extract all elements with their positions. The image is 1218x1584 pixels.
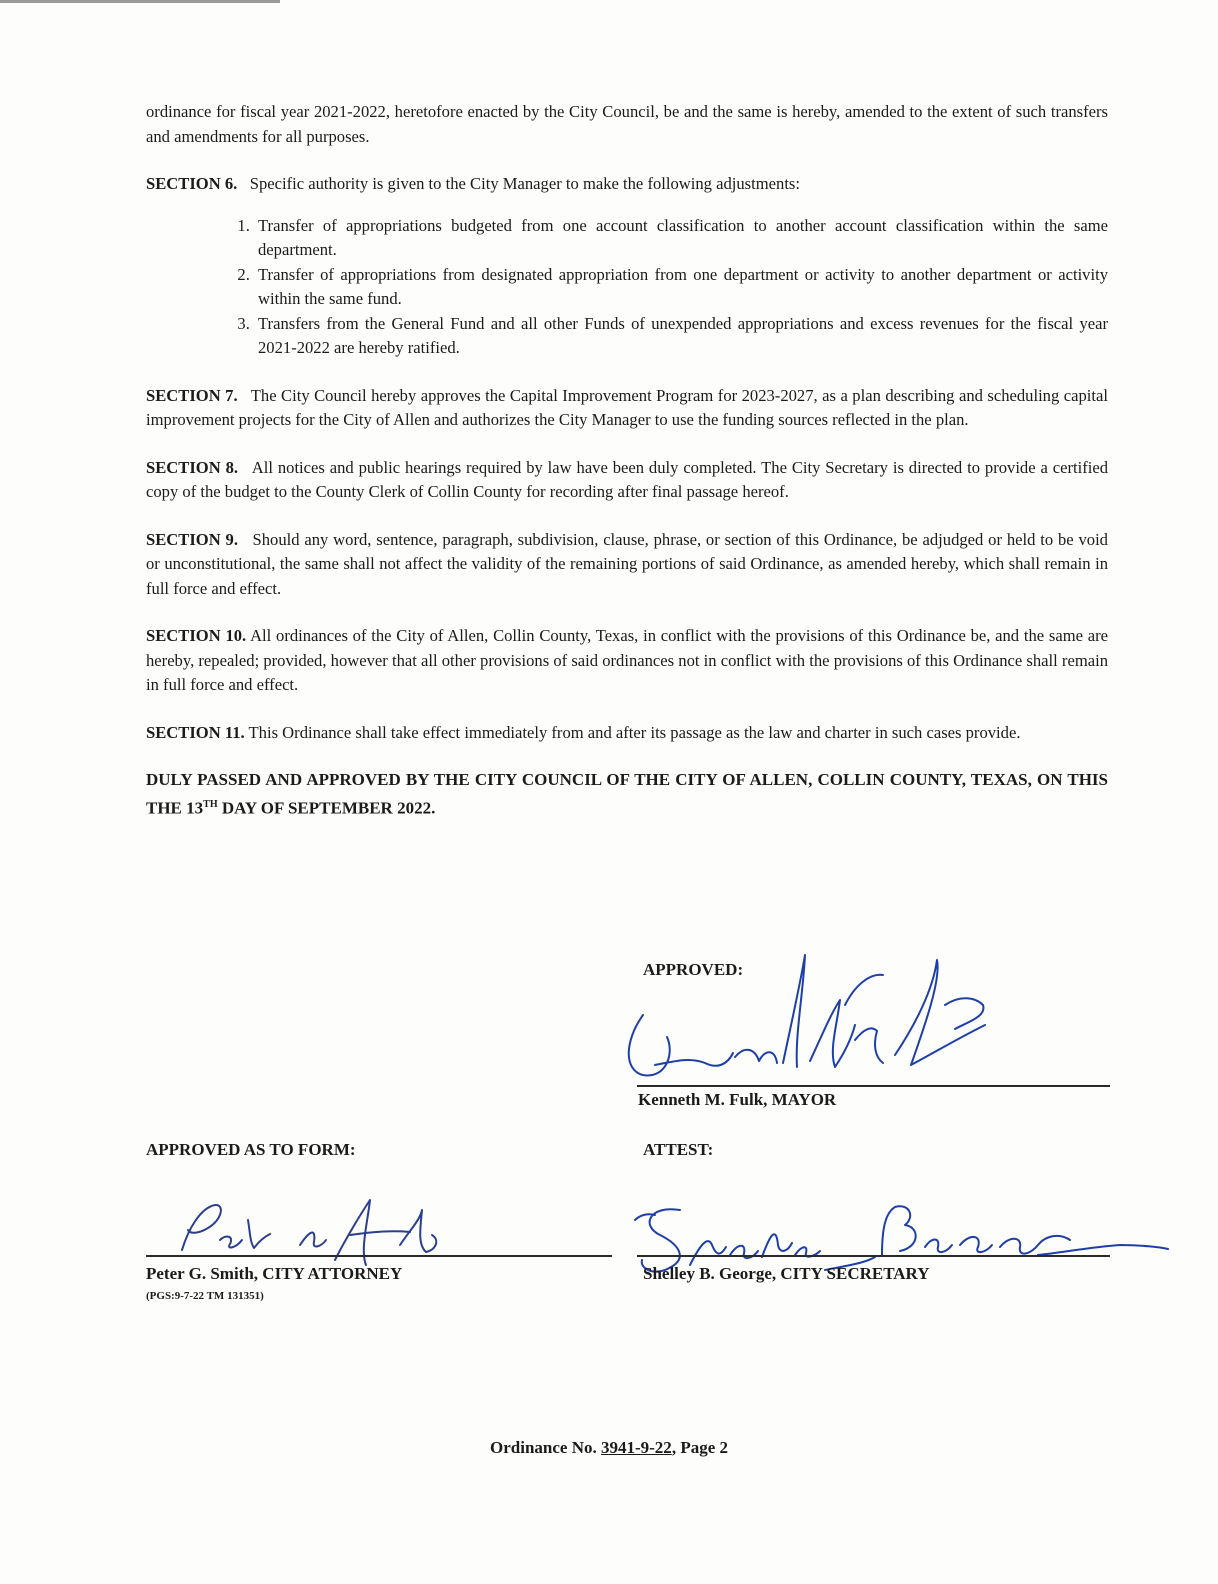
section-10-label: SECTION 10. <box>146 626 247 645</box>
section-9 <box>146 528 1108 602</box>
scan-edge-rule <box>0 0 280 3</box>
section-11-label: SECTION 11. <box>146 722 245 742</box>
secretary-signature-line <box>637 1255 1110 1257</box>
approved-as-to-form-label: APPROVED AS TO FORM: <box>146 1140 356 1159</box>
section-7-text: The City Council hereby approves the Capital Improvement Program for 2023-2027, as a plan describing and scheduling capital improvement projects for the City of Allen and authorizes the City Manager to use the funding sources reflected in the plan. <box>146 385 1108 429</box>
passage-text: DULY PASSED AND APPROVED BY THE CITY COUNCIL OF THE CITY OF ALLEN, COLLIN COUNTY, TEXAS, ON THIS THE 13 <box>146 770 1108 818</box>
mayor-name: Kenneth M. Fulk, MAYOR <box>638 1090 837 1109</box>
intro-paragraph: ordinance for fiscal year 2021-2022, heretofore enacted by the City Council, be and the same is hereby, amended to the extent of such transfers and amendments for all purposes. <box>146 102 1108 146</box>
passage-ordinal: TH <box>203 798 218 810</box>
mayor-signature <box>615 945 995 1105</box>
list-item: 1. Transfer of appropriations budgeted from one account classification to another account classification within the same department. <box>254 214 1108 263</box>
footer-page: , Page 2 <box>671 1438 728 1457</box>
attest-label: ATTEST: <box>643 1140 714 1159</box>
section-8 <box>146 456 1108 505</box>
section-10 <box>146 624 1108 698</box>
list-item: 3. Transfers from the General Fund and all other Funds of unexpended appropriations and excess revenues for the fiscal year 2021-2022 are hereby ratified. <box>254 312 1108 361</box>
mayor-signature-line <box>637 1085 1110 1087</box>
section-7 <box>146 384 1108 433</box>
page-footer <box>0 1438 1218 1458</box>
secretary-name: Shelley B. George, CITY SECRETARY <box>643 1264 930 1283</box>
attorney-signature-line <box>146 1255 612 1257</box>
footer-prefix: Ordinance No. <box>490 1438 601 1457</box>
ordinance-body <box>146 100 1108 821</box>
section-11-text: This Ordinance shall take effect immediately from and after its passage as the law and charter in such cases provide. <box>248 722 1021 742</box>
attorney-name: Peter G. Smith, CITY ATTORNEY <box>146 1264 403 1283</box>
list-item: 2. Transfer of appropriations from designated appropriation from one department or activity to another department or activity within the same fund. <box>254 263 1108 312</box>
section-9-text: Should any word, sentence, paragraph, subdivision, clause, phrase, or section of this Ordinance, be adjudged or held to be void or unconstitutional, the same shall not affect the validity of the remaining portions of said Ordinance, as amended hereby, which shall remain in full force and effect. <box>146 529 1108 598</box>
approved-label: APPROVED: <box>643 960 744 979</box>
section-6-label: SECTION 6. <box>146 174 238 193</box>
section-8-label: SECTION 8. <box>146 457 239 477</box>
adjustments-list <box>146 214 1108 361</box>
section-6-text: Specific authority is given to the City Manager to make the following adjustments: <box>249 174 801 193</box>
attorney-reference: (PGS:9-7-22 TM 131351) <box>146 1290 264 1302</box>
section-6 <box>146 172 1108 197</box>
section-8-text: All notices and public hearings required by law have been duly completed. The City Secretary is directed to provide a certified copy of the budget to the County Clerk of Collin County for recording after final passage hereof. <box>146 457 1108 501</box>
passage-statement <box>146 768 1108 821</box>
section-9-label: SECTION 9. <box>146 529 238 549</box>
ordinance-number: 3941-9-22 <box>600 1438 672 1457</box>
section-10-text: All ordinances of the City of Allen, Collin County, Texas, in conflict with the provisions of this Ordinance be, and the same are hereby, repealed; provided, however that all other provisions of said ordinances not in conflict with the provisions of this Ordinance shall remain in full force and effect. <box>146 626 1109 694</box>
section-11 <box>146 721 1108 746</box>
section-7-label: SECTION 7. <box>146 385 238 405</box>
passage-date: DAY OF SEPTEMBER 2022. <box>217 798 436 818</box>
